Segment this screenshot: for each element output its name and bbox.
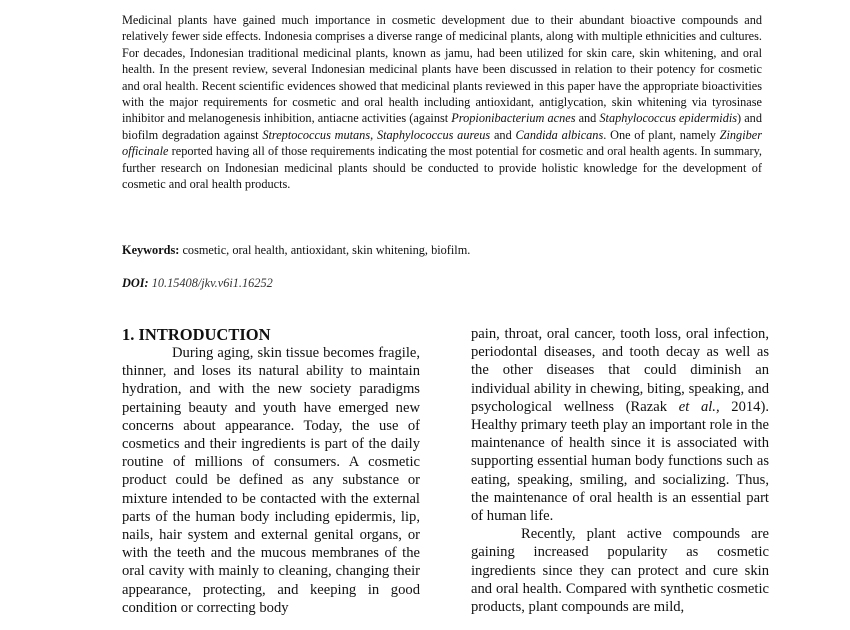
abstract-text-5: and (490, 127, 516, 142)
doi-line (122, 275, 762, 291)
keywords-label: Keywords: (122, 243, 180, 257)
species-name: Propionibacterium acnes (451, 111, 576, 126)
right-column (471, 325, 769, 616)
species-name: Staphylococcus epidermidis (599, 111, 738, 126)
left-column (122, 325, 420, 617)
abstract-text-6: . One of plant, namely (603, 127, 720, 142)
species-name: Candida albicans (515, 127, 604, 142)
abstract-text-3: ) and biofilm degradation against (122, 111, 762, 142)
abstract-text-2: and (575, 111, 600, 126)
paragraph-text: pain, throat, oral cancer, tooth loss, oral infection, periodontal diseases, and tooth decay as well as the other diseases that could diminish an individual ability in chewing, biting, speaking, and psychological wellness (Razak (471, 326, 769, 415)
abstract-text-7: reported having all of those requirements indicating the most potential for cosmetic and oral health agents. In summary, further research on Indonesian medicinal plants should be conducted to provide holistic knowledge for the development of cosmetic and oral health products. (122, 144, 762, 192)
keywords-line (122, 242, 762, 258)
keywords-text: cosmetic, oral health, antioxidant, skin whitening, biofilm. (179, 243, 471, 257)
paragraph-text: 2014). Healthy primary teeth play an important role in the maintenance of health since it is associated with supporting essential human body functions such as eating, speaking, smiling, and socializing. Thus, the maintenance of oral health is an essential part of human life. (471, 398, 769, 525)
intro-paragraph-2 (471, 325, 769, 525)
abstract-text-4: , (370, 127, 377, 142)
abstract-paragraph (122, 12, 762, 192)
species-name: Zingiber officinale (122, 127, 763, 159)
citation-etal: et al., (678, 398, 720, 415)
intro-paragraph-1: During aging, skin tissue becomes fragile, thinner, and loses its natural ability to maintain hydration, and with the new society paradigms pertaining beauty and youth have emerged new concerns about appearance. Today, the use of cosmetics and their ingredients is part of the daily routine of millions of consumers. A cosmetic product could be defined as any substance or mixture intended to be contacted with the external parts of the human body including epidermis, lip, nails, hair system and external genital organs, or with the teeth and the mucous membranes of the oral cavity with mainly to cleaning, changing their appearance, protecting, and keeping in good condition or correcting body (122, 345, 420, 616)
doi-label: DOI: (122, 276, 149, 290)
abstract-text-1: Medicinal plants have gained much importance in cosmetic development due to their abundant bioactive compounds and relatively fewer side effects. Indonesia comprises a diverse range of medicinal plants, along with multiple ethnicities and cultures. For decades, Indonesian traditional medicinal plants, known as jamu, had been utilized for skin care, skin whitening, and oral health. In the present review, several Indonesian medicinal plants have been discussed in relation to their potency for cosmetic and oral health. Recent scientific evidences showed that medicinal plants reviewed in this paper have the appropriate bioactivities with the major requirements for cosmetic and oral health including antioxidant, antiglycation, skin whitening via tyrosinase inhibitor and melanogenesis inhibition, antiacne activities (against (122, 13, 762, 126)
section-heading: 1. INTRODUCTION (122, 325, 271, 344)
species-name: Streptococcus mutans (262, 127, 371, 142)
species-name: Staphylococcus aureus (376, 127, 491, 142)
doi-link[interactable]: 10.15408/jkv.v6i1.16252 (151, 276, 273, 290)
intro-paragraph-3: Recently, plant active compounds are gaining increased popularity as cosmetic ingredients since they can protect and cure skin and oral health. Compared with synthetic cosmetic products, plant compounds are mild, (471, 526, 769, 616)
